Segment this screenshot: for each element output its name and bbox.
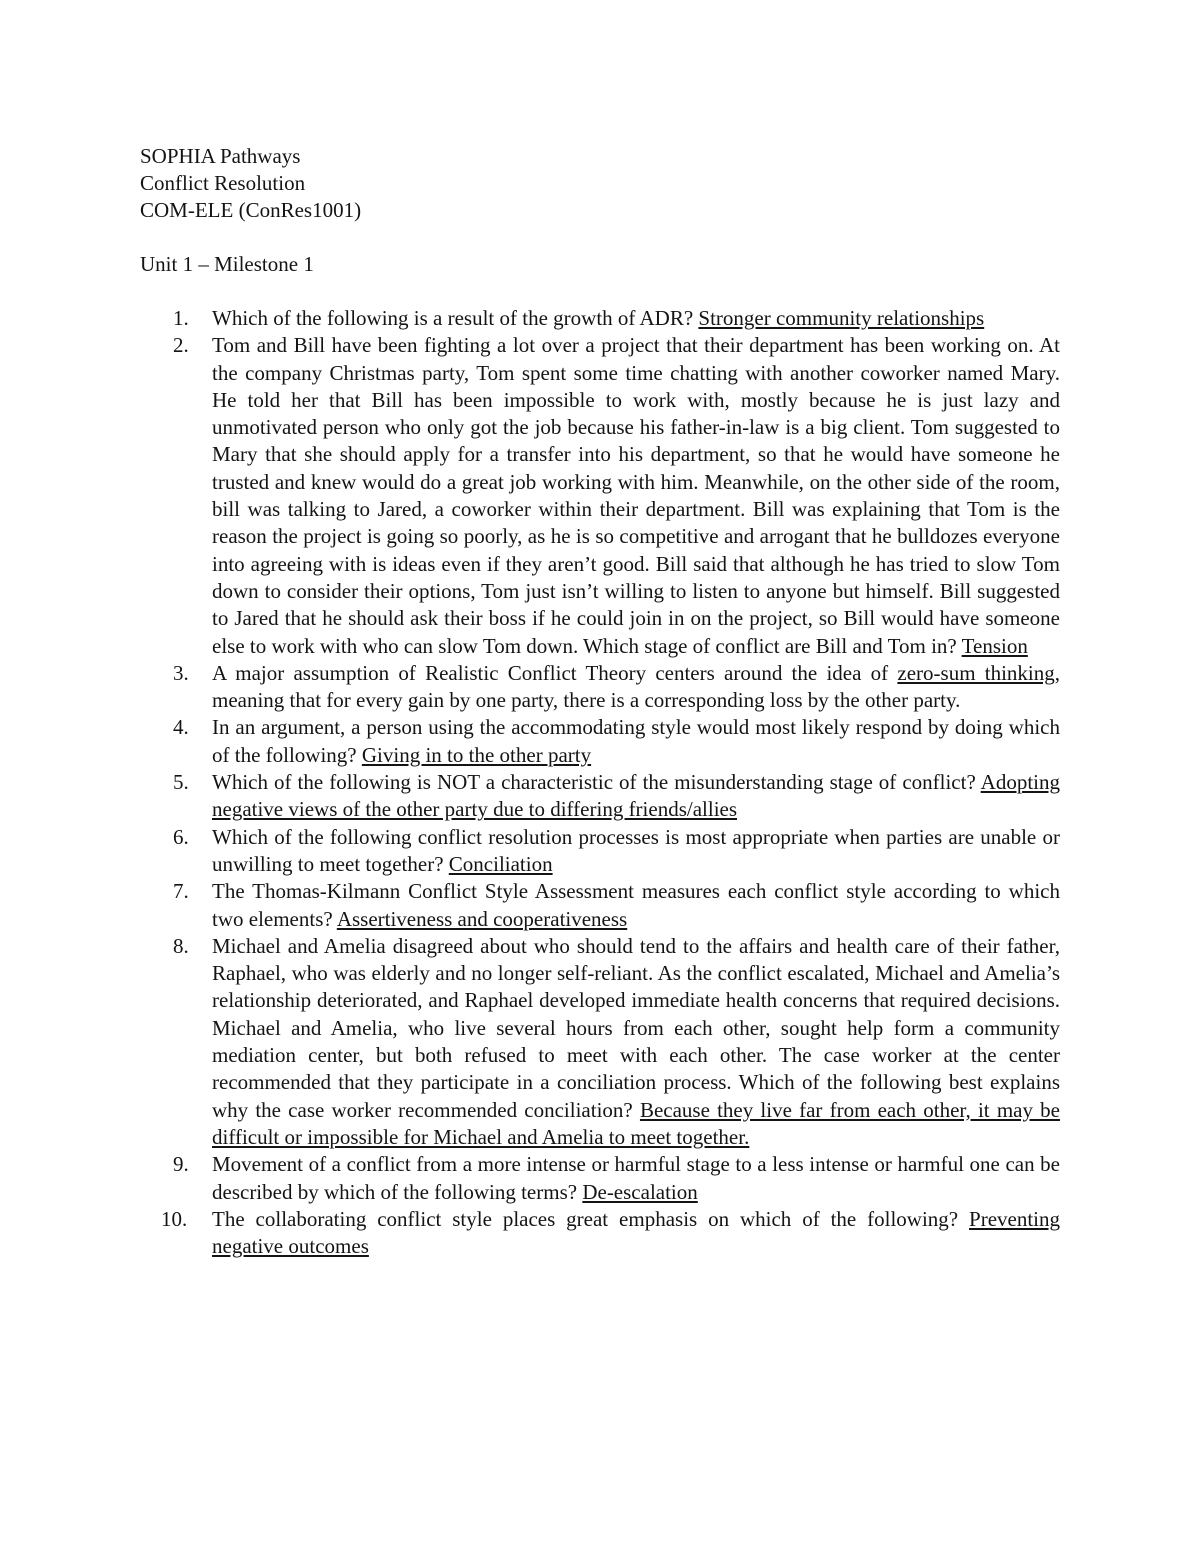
question-text: Which of the following conflict resolution processes is most appropriate when parties are unable or unwilling to meet together?: [212, 824, 1060, 876]
question-text: The collaborating conflict style places great emphasis on which of the following?: [212, 1206, 959, 1231]
question-text: The Thomas-Kilmann Conflict Style Assessment measures each conflict style according to which two elements?: [212, 879, 1060, 931]
question-text: Which of the following is NOT a characteristic of the misunderstanding stage of conflict?: [212, 770, 976, 795]
question-list: [140, 305, 1060, 1260]
question-number: 1.: [173, 306, 189, 330]
question-text: Tom and Bill have been fighting a lot over a project that their department has been working on. At the company Christmas party, Tom spent some time chatting with another coworker named Mary. He told her that Bill has been impossible to work with, mostly because he is just lazy and unmotivated person who only got the job because his father-in-law is a big client. Tom suggested to Mary that she should apply for a transfer into his department, so that he would have someone he trusted and knew would do a great job working with him. Meanwhile, on the other side of the room, bill was talking to Jared, a coworker within their department. Bill was explaining that Tom is the reason the project is going so poorly, as he is so competitive and arrogant that he bulldozes everyone into agreeing with is ideas even if they aren’t good. Bill said that although he has tried to slow Tom down to consider their options, Tom just isn’t willing to listen to anyone but himself. Bill suggested to Jared that he should ask their boss if he could join in on the project, so Bill would have someone else to work with who can slow Tom down. Which stage of conflict are Bill and Tom in?: [212, 333, 1060, 658]
question-answer: zero-sum thinking: [897, 660, 1055, 685]
question-item: [140, 878, 1060, 933]
question-number: 3.: [173, 660, 189, 685]
question-number: 5.: [173, 770, 189, 795]
question-answer: Adopting negative views of the other party due to differing friends/allies: [212, 770, 1060, 822]
question-item: [140, 824, 1060, 879]
question-number: 7.: [173, 879, 189, 904]
header-line-1: SOPHIA Pathways: [140, 144, 301, 168]
question-answer: Tension: [961, 633, 1028, 658]
question-text: Michael and Amelia disagreed about who should tend to the affairs and health care of their father, Raphael, who was elderly and no longer self-reliant. As the conflict escalated, Michael and Amelia’s relationship deteriorated, and Raphael developed immediate health concerns that required decisions. Michael and Amelia, who live several hours from each other, sought help form a community mediation center, but both refused to meet with each other. The case worker at the center recommended that they participate in a conciliation process. Which of the following best explains why the case worker recommended conciliation?: [212, 933, 1060, 1122]
question-answer: Stronger community relationships: [698, 306, 985, 330]
question-item: [140, 1206, 1060, 1261]
document-header: [140, 143, 361, 224]
question-answer: De-escalation: [582, 1179, 698, 1204]
question-text: A major assumption of Realistic Conflict Theory centers around the idea of: [212, 660, 889, 685]
question-item: [140, 769, 1060, 824]
question-item: [140, 714, 1060, 769]
header-line-2: Conflict Resolution: [140, 171, 306, 195]
question-number: 8.: [173, 933, 189, 958]
question-text-after: , meaning that for every gain by one party, there is a corresponding loss by the other party.: [212, 660, 1061, 713]
question-answer: Because they live far from each other, it may be difficult or impossible for Michael and Amelia to meet together.: [212, 1097, 1060, 1149]
question-answer: Conciliation: [448, 851, 553, 876]
question-number: 10.: [161, 1206, 188, 1231]
question-answer: Preventing negative outcomes: [212, 1206, 1061, 1259]
question-answer: Giving in to the other party: [361, 742, 592, 767]
question-item: [140, 1151, 1060, 1206]
header-line-3: COM-ELE (ConRes1001): [140, 198, 362, 222]
question-text: In an argument, a person using the accommodating style would most likely respond by doing which of the following?: [212, 715, 1060, 767]
question-item: [140, 332, 1060, 660]
question-number: 9.: [173, 1152, 189, 1177]
question-number: 2.: [173, 333, 189, 358]
question-text: Which of the following is a result of the growth of ADR?: [212, 306, 694, 330]
question-number: 6.: [173, 824, 189, 849]
unit-title: Unit 1 – Milestone 1: [140, 252, 314, 276]
question-item: [140, 305, 1060, 332]
question-answer: Assertiveness and cooperativeness: [336, 906, 628, 931]
question-number: 4.: [173, 715, 189, 740]
question-item: [140, 933, 1060, 1151]
question-text: Movement of a conflict from a more intense or harmful stage to a less intense or harmful one can be described by which of the following terms?: [212, 1152, 1060, 1204]
question-item: [140, 660, 1060, 715]
